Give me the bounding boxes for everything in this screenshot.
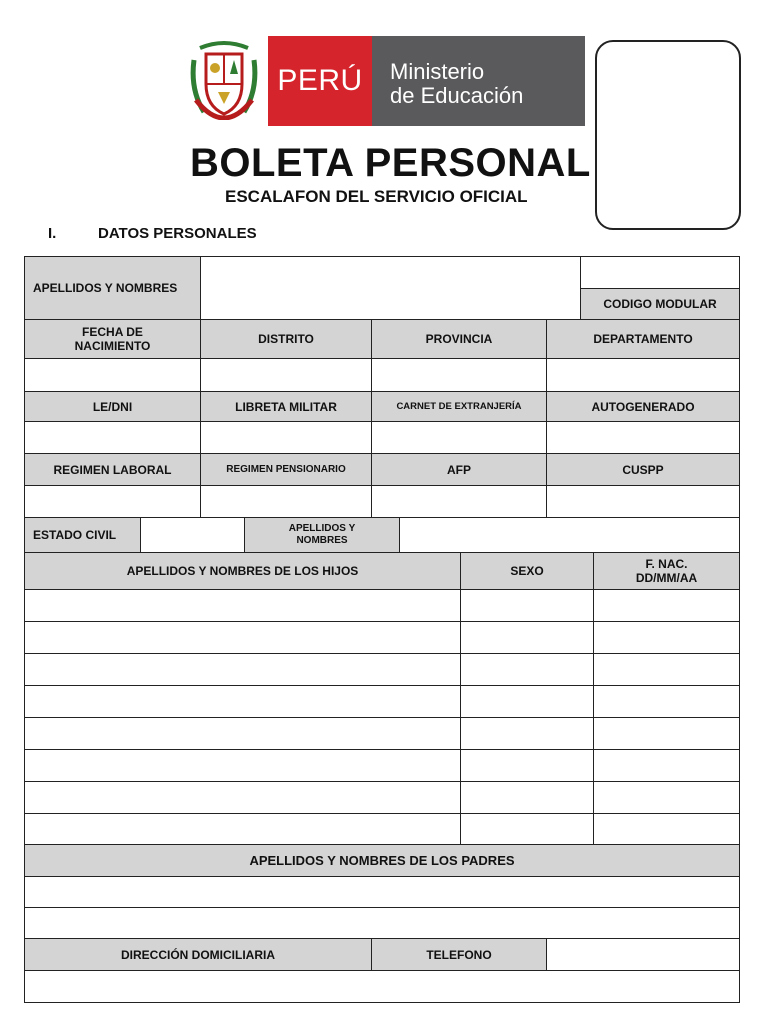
hijo-nombre-field[interactable] [24, 589, 461, 622]
f-nac-label-2: DD/MM/AA [635, 571, 698, 585]
ministry-line-1: Ministerio [390, 59, 485, 84]
carnet-extranjeria-label: CARNET DE EXTRANJERÍA [371, 391, 547, 422]
section-title: DATOS PERSONALES [98, 225, 257, 242]
hijo-nombre-field[interactable] [24, 813, 461, 845]
autogenerado-field[interactable] [546, 421, 740, 454]
hijo-fecha-field[interactable] [593, 589, 740, 622]
hijo-nombre-field[interactable] [24, 685, 461, 718]
padre-field[interactable] [24, 876, 740, 908]
fecha-nacimiento-label [24, 319, 201, 359]
distrito-field[interactable] [200, 358, 372, 392]
codigo-modular-field[interactable] [580, 256, 740, 289]
distrito-label: DISTRITO [200, 319, 372, 359]
photo-box [595, 40, 741, 230]
conyuge-apellidos-label-1: APELLIDOS Y [288, 523, 356, 534]
direccion-field[interactable] [24, 970, 740, 1003]
afp-label: AFP [371, 453, 547, 486]
hijo-sexo-field[interactable] [460, 813, 594, 845]
carnet-extranjeria-field[interactable] [371, 421, 547, 454]
fecha-nacimiento-label-2: NACIMIENTO [74, 339, 151, 353]
conyuge-apellidos-label-2: NOMBRES [296, 535, 348, 546]
departamento-label: DEPARTAMENTO [546, 319, 740, 359]
estado-civil-field[interactable] [140, 517, 245, 553]
hijo-nombre-field[interactable] [24, 781, 461, 814]
hijo-sexo-field[interactable] [460, 749, 594, 782]
provincia-field[interactable] [371, 358, 547, 392]
sexo-label: SEXO [460, 552, 594, 590]
hijos-nombres-label: APELLIDOS Y NOMBRES DE LOS HIJOS [24, 552, 461, 590]
peru-brand-box: PERÚ [268, 36, 372, 126]
page-title: BOLETA PERSONAL [190, 141, 591, 185]
hijo-fecha-field[interactable] [593, 813, 740, 845]
f-nac-label [593, 552, 740, 590]
hijo-sexo-field[interactable] [460, 717, 594, 750]
ministry-brand-box [372, 36, 585, 126]
section-number: I. [48, 225, 57, 242]
fecha-nacimiento-label-1: FECHA DE [82, 325, 143, 339]
hijo-nombre-field[interactable] [24, 717, 461, 750]
telefono-label: TELEFONO [371, 938, 547, 971]
peru-coat-of-arms-icon [190, 40, 258, 120]
conyuge-apellidos-field[interactable] [399, 517, 740, 553]
ministry-line-2: de Educación [390, 83, 524, 108]
apellidos-nombres-field[interactable] [200, 256, 581, 320]
regimen-laboral-field[interactable] [24, 485, 201, 518]
libreta-militar-label: LIBRETA MILITAR [200, 391, 372, 422]
apellidos-nombres-label: APELLIDOS Y NOMBRES [24, 256, 201, 320]
cuspp-field[interactable] [546, 485, 740, 518]
libreta-militar-field[interactable] [200, 421, 372, 454]
fecha-nacimiento-field[interactable] [24, 358, 201, 392]
hijo-nombre-field[interactable] [24, 749, 461, 782]
hijo-fecha-field[interactable] [593, 685, 740, 718]
cuspp-label: CUSPP [546, 453, 740, 486]
madre-field[interactable] [24, 907, 740, 939]
hijo-sexo-field[interactable] [460, 653, 594, 686]
direccion-label: DIRECCIÓN DOMICILIARIA [24, 938, 372, 971]
departamento-field[interactable] [546, 358, 740, 392]
regimen-pensionario-field[interactable] [200, 485, 372, 518]
hijo-fecha-field[interactable] [593, 717, 740, 750]
hijo-sexo-field[interactable] [460, 685, 594, 718]
codigo-modular-label: CODIGO MODULAR [580, 288, 740, 320]
hijo-fecha-field[interactable] [593, 653, 740, 686]
autogenerado-label: AUTOGENERADO [546, 391, 740, 422]
le-dni-label: LE/DNI [24, 391, 201, 422]
hijo-nombre-field[interactable] [24, 621, 461, 654]
le-dni-field[interactable] [24, 421, 201, 454]
f-nac-label-1: F. NAC. [645, 557, 688, 571]
afp-field[interactable] [371, 485, 547, 518]
estado-civil-label: ESTADO CIVIL [24, 517, 141, 553]
regimen-pensionario-label: REGIMEN PENSIONARIO [200, 453, 372, 486]
telefono-field[interactable] [546, 938, 740, 971]
hijo-nombre-field[interactable] [24, 653, 461, 686]
hijo-fecha-field[interactable] [593, 749, 740, 782]
hijo-sexo-field[interactable] [460, 589, 594, 622]
provincia-label: PROVINCIA [371, 319, 547, 359]
hijo-fecha-field[interactable] [593, 781, 740, 814]
page-subtitle: ESCALAFON DEL SERVICIO OFICIAL [225, 187, 528, 206]
padres-label: APELLIDOS Y NOMBRES DE LOS PADRES [24, 844, 740, 877]
hijo-sexo-field[interactable] [460, 621, 594, 654]
hijo-fecha-field[interactable] [593, 621, 740, 654]
regimen-laboral-label: REGIMEN LABORAL [24, 453, 201, 486]
conyuge-apellidos-label [244, 517, 400, 553]
hijo-sexo-field[interactable] [460, 781, 594, 814]
